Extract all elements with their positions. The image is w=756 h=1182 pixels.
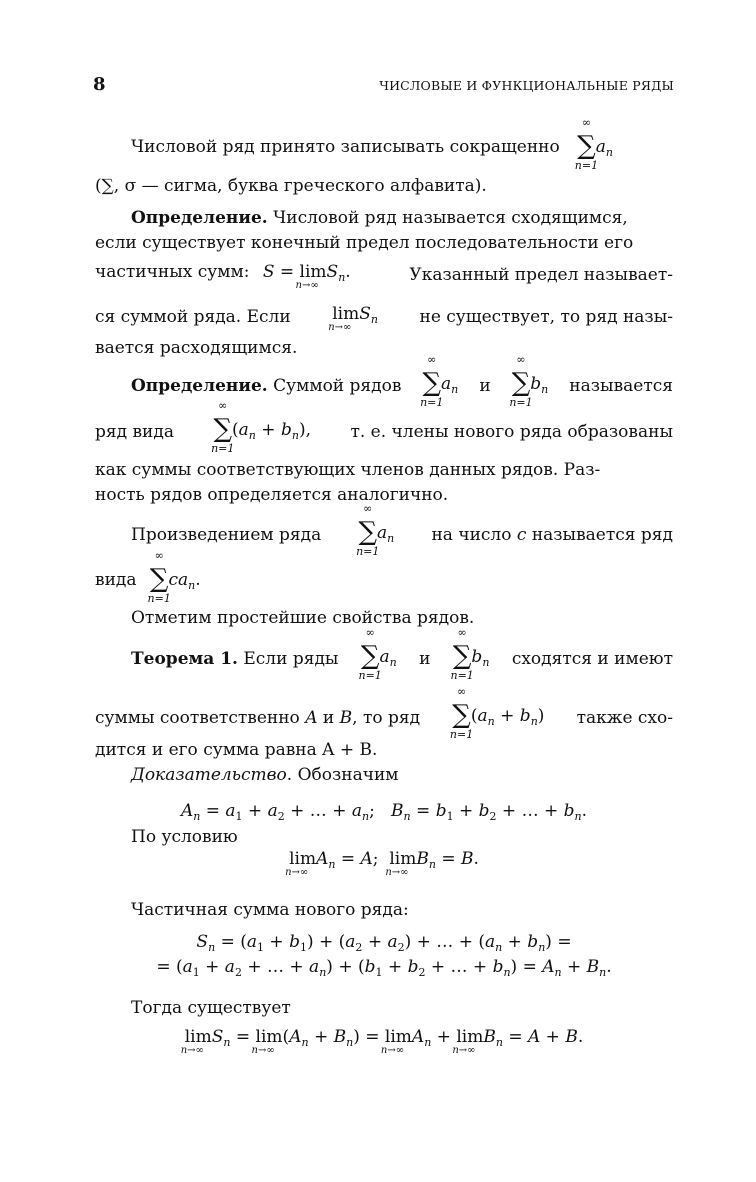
def1-line-5: вается расходящимся. xyxy=(95,338,298,358)
p1-line-1: Числовой ряд принято записывать сокращенно ∞ ∑ n=1 $a_n$ xyxy=(131,116,613,172)
def2-line-1: Определение. Суммой рядов ∞ ∑ n=1 $a_n$ и ∞ ∑ n=1 $b_n$ называется xyxy=(131,352,673,409)
eq-Sn-1: $S_n = (a_1 + b_1) + (a_2 + a_2)$ + … + $(a_n + b_n)$ = xyxy=(196,932,572,954)
eq-final: lim n→∞ $S_n = \lim$ n→∞ $(A_n + B_n) = \lim$ n→∞ $A_n + \lim$ n→∞ $B_n = A + B$. xyxy=(180,1027,584,1056)
condition-line: По условию xyxy=(131,827,238,847)
def1-line-1: Определение. Числовой ряд называется сходящимся, xyxy=(131,208,628,228)
prod-line-1: Произведением ряда ∞ ∑ n=1 $a_n$ на число c называется ряд xyxy=(131,501,673,558)
def1-line-3: частичных сумм: S = lim n→∞ $S_n$. Указанный предел называет- xyxy=(95,262,673,291)
thm-line-1: Теорема 1. Если ряды ∞ ∑ n=1 $a_n$ и ∞ ∑ n=1 $b_n$ сходятся и имеют xyxy=(131,625,673,682)
thm-line-2: суммы соответственно A и B, то ряд ∞ ∑ n=1 $(a_n + b_n)$ также схо- xyxy=(95,684,673,741)
page-number: 8 xyxy=(93,74,106,95)
def2-line-4: ность рядов определяется аналогично. xyxy=(95,485,449,505)
prod-line-2: вида ∞ ∑ n=1 $ca_n$. xyxy=(95,549,201,605)
running-title: ЧИСЛОВЫЕ И ФУНКЦИОНАЛЬНЫЕ РЯДЫ xyxy=(379,78,674,93)
def1-line-4: ся суммой ряда. Если lim n→∞ $S_n$ не существует, то ряд назы- xyxy=(95,304,673,333)
eq-limits: lim n→∞ $A_n = A$; lim n→∞ $B_n = B$. xyxy=(285,849,479,878)
p1-line-2: (∑, σ — сигма, буква греческого алфавита). xyxy=(95,176,487,196)
def1-line-2: если существует конечный предел последовательности его xyxy=(95,233,634,253)
thm-line-3: дится и его сумма равна A + B. xyxy=(95,740,378,760)
eq-An-Bn: $A_n = a_1 + a_2$ + … + $a_n$; $B_n = b_1 + b_2$ + … + $b_n$. xyxy=(180,801,588,823)
sum-an: ∞ ∑ n=1 xyxy=(574,116,599,172)
eq-Sn-2: = ($a_1 + a_2$ + … + $a_n) + (b_1 + b_2$ + … + $b_n) = A_n + B_n$. xyxy=(156,957,612,979)
proof-line-1: Доказательство. Обозначим xyxy=(131,765,399,785)
def2-line-2: ряд вида ∞ ∑ n=1 $(a_n + b_n)$, т. е. члены нового ряда образованы xyxy=(95,398,673,455)
def2-line-3: как суммы соответствующих членов данных рядов. Раз- xyxy=(95,460,601,480)
then-line: Тогда существует xyxy=(131,998,291,1018)
partial-sum-line: Частичная сумма нового ряда: xyxy=(131,900,409,920)
properties-line: Отметим простейшие свойства рядов. xyxy=(131,608,475,628)
